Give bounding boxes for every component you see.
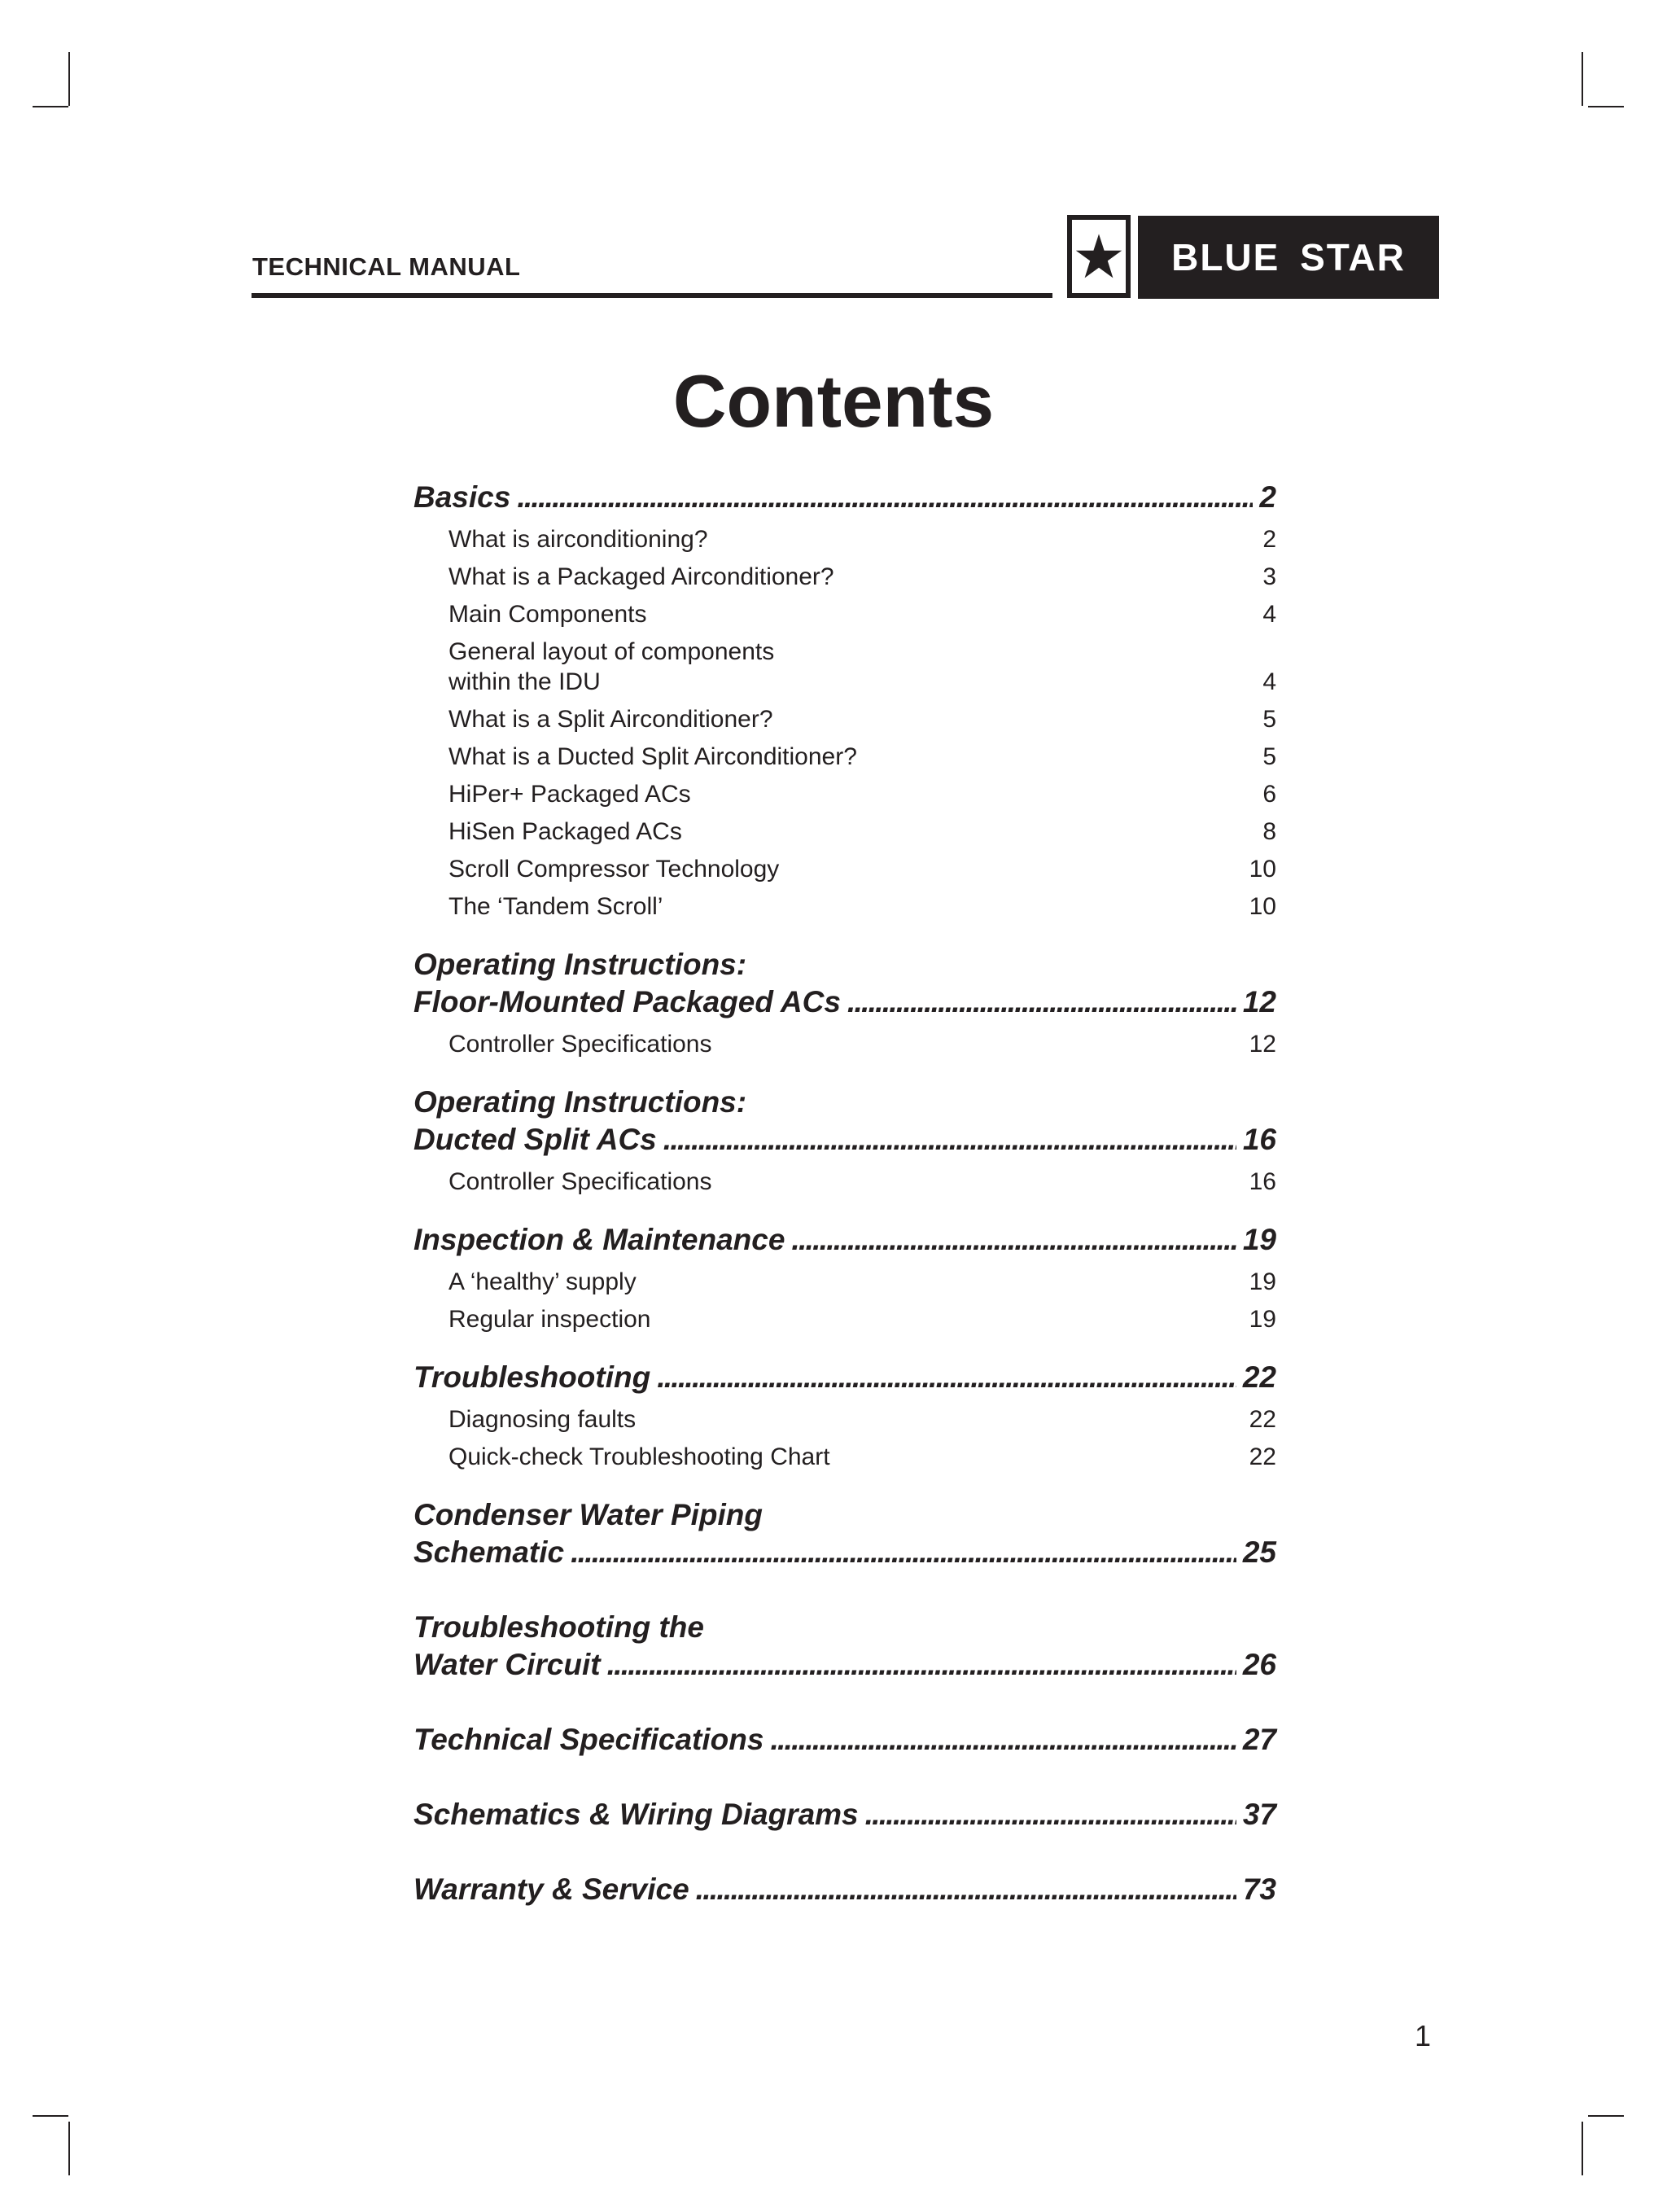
header-label: TECHNICAL MANUAL bbox=[252, 252, 521, 281]
toc-subitem-list bbox=[413, 1167, 1276, 1197]
toc-subitem-page: 22 bbox=[1249, 1443, 1276, 1470]
toc-section-title: Troubleshooting bbox=[413, 1360, 651, 1394]
toc-subitem-label: Scroll Compressor Technology bbox=[448, 856, 780, 883]
toc-section-page: 26 bbox=[1242, 1648, 1276, 1681]
toc-subitem-label: What is airconditioning? bbox=[448, 526, 708, 553]
toc-section-page: 19 bbox=[1242, 1223, 1276, 1256]
toc-subitem-list bbox=[413, 524, 1276, 922]
toc-subitem-label: A ‘healthy’ supply bbox=[448, 1268, 637, 1295]
toc-section-title: Warranty & Service bbox=[413, 1873, 689, 1906]
toc-subitem[interactable] bbox=[448, 562, 1276, 592]
dot-leader bbox=[657, 1359, 1236, 1396]
toc-section-page: 16 bbox=[1242, 1123, 1276, 1156]
toc-section-title: Technical Specifications bbox=[413, 1723, 764, 1756]
toc-section bbox=[413, 1221, 1276, 1334]
toc-section-heading[interactable] bbox=[413, 983, 1276, 1021]
toc-section-pretitle: Operating Instructions: bbox=[413, 948, 747, 981]
toc-subitem[interactable] bbox=[448, 637, 1276, 697]
toc-subitem-page: 19 bbox=[1249, 1268, 1276, 1295]
toc-subitem-page: 10 bbox=[1249, 893, 1276, 920]
dot-leader bbox=[770, 1721, 1236, 1759]
toc-subitem[interactable] bbox=[448, 1267, 1276, 1297]
page-number: 1 bbox=[1415, 2019, 1432, 2052]
toc-subitem[interactable] bbox=[448, 1404, 1276, 1435]
toc-subitem-label: Regular inspection bbox=[448, 1306, 651, 1333]
star-icon bbox=[1067, 215, 1131, 298]
toc-section-page: 37 bbox=[1242, 1798, 1276, 1831]
toc-subitem[interactable] bbox=[448, 1029, 1276, 1059]
toc-subitem-page: 4 bbox=[1262, 601, 1276, 628]
crop-mark bbox=[68, 2122, 70, 2175]
table-of-contents bbox=[413, 479, 1276, 1946]
toc-section-heading[interactable] bbox=[413, 1871, 1276, 1908]
header-rule bbox=[252, 293, 1052, 298]
toc-section-page: 27 bbox=[1242, 1723, 1276, 1756]
page-title: Contents bbox=[672, 361, 995, 443]
toc-subitem-page: 4 bbox=[1262, 668, 1276, 695]
crop-mark bbox=[1588, 106, 1624, 107]
toc-subitem[interactable] bbox=[448, 1442, 1276, 1472]
crop-mark bbox=[68, 52, 70, 106]
toc-subitem-page: 8 bbox=[1262, 818, 1276, 845]
toc-subitem-page: 3 bbox=[1262, 563, 1276, 590]
toc-subitem-label: Main Components bbox=[448, 601, 647, 628]
toc-section bbox=[413, 1871, 1276, 1908]
toc-section-heading[interactable] bbox=[413, 1646, 1276, 1684]
toc-section-title: Ducted Split ACs bbox=[413, 1123, 657, 1156]
toc-subitem-list bbox=[413, 1404, 1276, 1472]
toc-section-heading[interactable] bbox=[413, 1121, 1276, 1159]
crop-mark bbox=[33, 106, 68, 107]
toc-subitem[interactable] bbox=[448, 599, 1276, 629]
crop-mark bbox=[1582, 2122, 1583, 2175]
toc-subitem-list bbox=[413, 1267, 1276, 1334]
toc-section-page: 73 bbox=[1242, 1873, 1276, 1906]
toc-section-pretitle: Troubleshooting the bbox=[413, 1610, 704, 1644]
toc-subitem-page: 5 bbox=[1262, 706, 1276, 733]
toc-section-heading[interactable] bbox=[413, 1534, 1276, 1571]
toc-subitem-label: What is a Ducted Split Airconditioner? bbox=[448, 743, 857, 770]
toc-subitem-label: What is a Packaged Airconditioner? bbox=[448, 563, 834, 590]
toc-subitem-page: 12 bbox=[1249, 1031, 1276, 1058]
toc-section bbox=[413, 1084, 1276, 1197]
toc-subitem-label: Quick-check Troubleshooting Chart bbox=[448, 1443, 830, 1470]
crop-mark bbox=[1582, 52, 1583, 106]
toc-subitem-page: 22 bbox=[1249, 1406, 1276, 1433]
dot-leader bbox=[607, 1646, 1236, 1684]
toc-section-heading[interactable] bbox=[413, 1221, 1276, 1259]
toc-subitem[interactable] bbox=[448, 524, 1276, 554]
toc-section-title: Basics bbox=[413, 480, 511, 514]
crop-mark bbox=[1588, 2115, 1624, 2117]
toc-section-page: 12 bbox=[1242, 985, 1276, 1018]
toc-section-heading[interactable] bbox=[413, 1796, 1276, 1833]
toc-section bbox=[413, 1359, 1276, 1472]
toc-section-title: Inspection & Maintenance bbox=[413, 1223, 785, 1256]
toc-subitem-label: Controller Specifications bbox=[448, 1168, 712, 1195]
toc-section-page: 2 bbox=[1259, 480, 1276, 514]
toc-section-title: Water Circuit bbox=[413, 1648, 601, 1681]
toc-section bbox=[413, 1496, 1276, 1571]
toc-subitem-label: What is a Split Airconditioner? bbox=[448, 706, 773, 733]
toc-section bbox=[413, 479, 1276, 922]
toc-subitem-label: HiSen Packaged ACs bbox=[448, 818, 682, 845]
toc-subitem-page: 6 bbox=[1262, 781, 1276, 808]
brand-logo: BLUE STAR bbox=[1138, 216, 1439, 299]
toc-subitem[interactable] bbox=[448, 704, 1276, 734]
toc-subitem[interactable] bbox=[448, 779, 1276, 809]
crop-mark bbox=[33, 2115, 68, 2117]
toc-subitem[interactable] bbox=[448, 742, 1276, 772]
toc-subitem-label: Diagnosing faults bbox=[448, 1406, 637, 1433]
toc-subitem[interactable] bbox=[448, 817, 1276, 847]
toc-subitem-label: The ‘Tandem Scroll’ bbox=[448, 893, 663, 920]
toc-section bbox=[413, 946, 1276, 1059]
toc-section-pretitle: Operating Instructions: bbox=[413, 1085, 747, 1119]
toc-subitem[interactable] bbox=[448, 1304, 1276, 1334]
toc-section-title: Schematics & Wiring Diagrams bbox=[413, 1798, 859, 1831]
toc-section bbox=[413, 1796, 1276, 1833]
dot-leader bbox=[517, 479, 1253, 516]
toc-subitem-page: 16 bbox=[1249, 1168, 1276, 1195]
dot-leader bbox=[791, 1221, 1236, 1259]
toc-subitem-label: HiPer+ Packaged ACs bbox=[448, 781, 691, 808]
toc-subitem-label: Controller Specifications bbox=[448, 1031, 712, 1058]
toc-subitem[interactable] bbox=[448, 1167, 1276, 1197]
toc-subitem-list bbox=[413, 1029, 1276, 1059]
dot-leader bbox=[571, 1534, 1236, 1571]
toc-section-heading[interactable] bbox=[413, 1721, 1276, 1759]
dot-leader bbox=[696, 1871, 1236, 1908]
toc-subitem-page: 5 bbox=[1262, 743, 1276, 770]
toc-section-heading[interactable] bbox=[413, 1359, 1276, 1396]
toc-section-title: Schematic bbox=[413, 1535, 565, 1569]
toc-section-page: 25 bbox=[1242, 1535, 1276, 1569]
dot-leader bbox=[847, 983, 1236, 1021]
toc-section-page: 22 bbox=[1242, 1360, 1276, 1394]
toc-subitem-label: General layout of components within the IDU bbox=[448, 638, 775, 695]
toc-section-title: Floor-Mounted Packaged ACs bbox=[413, 985, 841, 1018]
toc-subitem-page: 19 bbox=[1249, 1306, 1276, 1333]
toc-subitem[interactable] bbox=[448, 891, 1276, 922]
toc-subitem[interactable] bbox=[448, 854, 1276, 884]
toc-section-heading[interactable] bbox=[413, 479, 1276, 516]
toc-section bbox=[413, 1721, 1276, 1759]
toc-subitem-page: 10 bbox=[1249, 856, 1276, 883]
dot-leader bbox=[865, 1796, 1236, 1833]
toc-section bbox=[413, 1609, 1276, 1684]
dot-leader bbox=[663, 1121, 1236, 1159]
toc-subitem-page: 2 bbox=[1262, 526, 1276, 553]
toc-section-pretitle: Condenser Water Piping bbox=[413, 1498, 763, 1531]
